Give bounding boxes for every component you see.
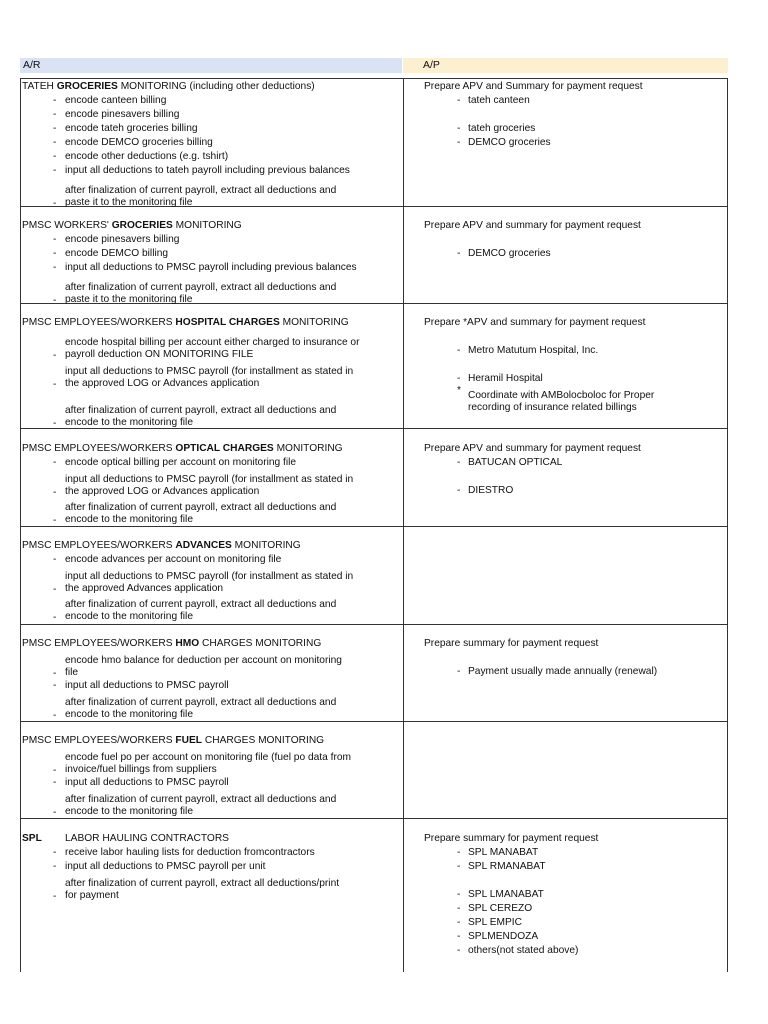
ap-item: - others(not stated above): [457, 945, 579, 956]
ar-cell-fuel: [22, 734, 400, 818]
row-divider: [20, 721, 728, 722]
list-item: - encode other deductions (e.g. tshirt): [53, 151, 229, 162]
list-item: - encode canteen billing: [53, 95, 167, 106]
list-item: - encode hospital billing per account either charged to insurance or payroll deduction ON MONITORING FILE: [53, 337, 360, 361]
ap-item: - BATUCAN OPTICAL: [457, 457, 563, 468]
list-item: - after finalization of current payroll, extract all deductions and paste it to the monitoring file: [53, 282, 337, 306]
ar-cell-hospital: [22, 316, 400, 429]
ap-title: Prepare APV and Summary for payment request: [424, 81, 643, 92]
list-item: - after finalization of current payroll, extract all deductions and encode to the monitoring file: [53, 405, 337, 429]
ar-cell-spl: [22, 832, 400, 902]
list-item: - receive labor hauling lists for deduction fromcontractors: [53, 847, 315, 858]
ap-cell-spl: [424, 832, 724, 958]
ap-title: Prepare *APV and summary for payment request: [424, 317, 646, 328]
section-title: PMSC EMPLOYEES/WORKERS HMO CHARGES MONITORING: [22, 638, 322, 649]
section-title: PMSC EMPLOYEES/WORKERS ADVANCES MONITORING: [22, 540, 301, 551]
ap-item: - SPL EMPIC: [457, 917, 522, 928]
list-item: - encode DEMCO billing: [53, 248, 169, 259]
list-item: - after finalization of current payroll, extract all deductions and encode to the monitoring file: [53, 502, 337, 526]
ap-item: - tateh groceries: [457, 123, 536, 134]
ar-cell-hmo: [22, 637, 400, 721]
section-title: PMSC WORKERS' GROCERIES MONITORING: [22, 220, 242, 231]
list-item: - input all deductions to PMSC payroll including previous balances: [53, 262, 357, 273]
ap-item: - Metro Matutum Hospital, Inc.: [457, 345, 599, 356]
list-item: - encode tateh groceries billing: [53, 123, 198, 134]
row-divider: [20, 818, 728, 819]
ar-cell-tateh-groceries: [22, 80, 400, 209]
ap-header: A/P: [403, 58, 728, 73]
list-item: - encode optical billing per account on monitoring file: [53, 457, 297, 468]
row-divider: [20, 624, 728, 625]
section-title: PMSC EMPLOYEES/WORKERS FUEL CHARGES MONITORING: [22, 735, 325, 746]
ap-title: Prepare summary for payment request: [424, 833, 599, 844]
list-item: - input all deductions to PMSC payroll (for installment as stated in the approved LOG or Advances application: [53, 366, 354, 390]
ap-item: - Heramil Hospital: [457, 373, 543, 384]
section-title: TATEH GROCERIES MONITORING (including other deductions): [22, 81, 315, 92]
row-divider: [20, 526, 728, 527]
list-item: - encode fuel po per account on monitoring file (fuel po data from invoice/fuel billings from suppliers: [53, 752, 351, 776]
ap-item: - SPLMENDOZA: [457, 931, 539, 942]
list-item: - after finalization of current payroll, extract all deductions and encode to the monitoring file: [53, 794, 337, 818]
list-item: - after finalization of current payroll, extract all deductions/print for payment: [53, 878, 340, 902]
list-item: - encode advances per account on monitoring file: [53, 554, 282, 565]
ap-title: Prepare APV and summary for payment request: [424, 443, 641, 454]
list-item: - encode DEMCO groceries billing: [53, 137, 213, 148]
ap-note: Coordinate with AMBolocboloc for Proper recording of insurance related billings: [468, 390, 655, 413]
list-item: - after finalization of current payroll, extract all deductions and encode to the monitoring file: [53, 697, 337, 721]
ap-item: - SPL CEREZO: [457, 903, 533, 914]
list-item: - input all deductions to PMSC payroll: [53, 680, 229, 691]
ap-cell-hospital: Prepare *APV and summary for payment request - Metro Matutum Hospital, Inc. - Heramil Hospital * Coordinate with AMBolocboloc for Proper recording of insurance related billings: [424, 316, 724, 413]
list-item: - input all deductions to PMSC payroll (for installment as stated in the approved Advances application: [53, 571, 354, 595]
ap-item: - DIESTRO: [457, 485, 514, 496]
ar-cell-pmsc-groceries: [22, 219, 400, 306]
ap-item: - tateh canteen: [457, 95, 530, 106]
ar-cell-advances: [22, 539, 400, 623]
ar-header: A/R: [20, 58, 402, 73]
list-item: - encode hmo balance for deduction per account on monitoring file: [53, 655, 342, 679]
ar-cell-optical: [22, 442, 400, 526]
column-divider: [403, 78, 404, 972]
ap-item: - Payment usually made annually (renewal): [457, 666, 658, 677]
ap-cell-tateh-groceries: [424, 80, 724, 150]
ap-item: - SPL LMANABAT: [457, 889, 544, 900]
ap-cell-hmo: [424, 637, 724, 679]
list-item: - input all deductions to PMSC payroll: [53, 777, 229, 788]
ap-item: - SPL MANABAT: [457, 847, 539, 858]
ap-title: Prepare summary for payment request: [424, 638, 599, 649]
ap-item: - SPL RMANABAT: [457, 861, 546, 872]
section-title: PMSC EMPLOYEES/WORKERS OPTICAL CHARGES MONITORING: [22, 443, 343, 454]
ap-title: Prepare APV and summary for payment request: [424, 220, 641, 231]
ap-item: - DEMCO groceries: [457, 248, 551, 259]
section-title: PMSC EMPLOYEES/WORKERS HOSPITAL CHARGES MONITORING: [22, 317, 349, 328]
list-item: - input all deductions to PMSC payroll per unit: [53, 861, 266, 872]
ap-cell-pmsc-groceries: [424, 219, 724, 261]
spl-tag: SPL: [22, 833, 42, 844]
list-item: - input all deductions to PMSC payroll (for installment as stated in the approved LOG or Advances application: [53, 474, 354, 498]
list-item: - encode pinesavers billing: [53, 109, 180, 120]
ap-item: - DEMCO groceries: [457, 137, 551, 148]
ap-cell-optical: [424, 442, 724, 498]
list-item: - after finalization of current payroll, extract all deductions and encode to the monitoring file: [53, 599, 337, 623]
list-item: - input all deductions to tateh payroll including previous balances: [53, 165, 350, 176]
list-item: - after finalization of current payroll, extract all deductions and paste it to the monitoring file: [53, 185, 337, 209]
section-title: SPL LABOR HAULING CONTRACTORS: [22, 833, 229, 844]
list-item: - encode pinesavers billing: [53, 234, 180, 245]
